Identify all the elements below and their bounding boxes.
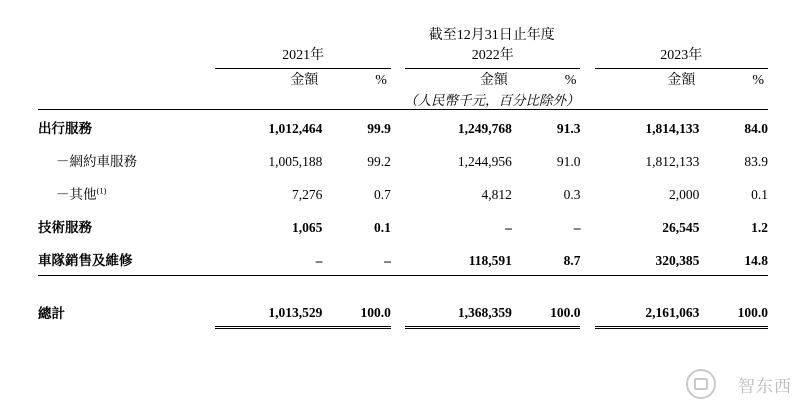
total-cell: 2,161,063 [595,290,700,327]
colhead-amount-2022: 金額 [479,73,508,88]
row-cell: – [215,242,322,276]
financial-table [38,24,768,329]
total-cell: 100.0 [512,290,581,327]
row-cell: 2,000 [669,187,700,202]
row-label: 車隊銷售及維修 [38,242,215,276]
row-label-text: －其他 [56,187,97,202]
row-gap [580,209,594,242]
row-cell: – [505,220,512,235]
watermark-text: 智东西 [738,377,792,397]
year-header-2023: 2023年 [595,44,768,69]
total-cell: 1,368,359 [405,290,512,327]
table-title: 截至12月31日止年度 [428,28,555,43]
row-cell: 1,814,133 [595,110,700,144]
row-gap [580,143,594,176]
unit-note-row [38,89,768,110]
row-cell: 0.1 [374,220,391,235]
row-cell: 1,812,133 [645,154,700,169]
row-cell: – [573,220,581,235]
row-cell: 91.3 [512,110,581,144]
row-footnote-marker: (1) [96,185,107,196]
colhead-amount-2023: 金額 [667,73,696,88]
row-cell: 320,385 [595,242,700,276]
table-row [38,143,768,176]
logo-icon [686,369,716,399]
row-gap [391,176,405,209]
row-gap [391,143,405,176]
row-cell: 14.8 [699,242,768,276]
row-cell: 99.9 [322,110,391,144]
row-label [38,176,215,209]
row-cell: 83.9 [744,154,768,169]
row-cell: 1.2 [751,220,768,235]
colhead-percent-2023: % [752,73,764,88]
row-cell: 7,276 [291,187,323,202]
colhead-spacer [38,69,215,90]
row-cell: 1,065 [291,220,323,235]
year-gap-1 [391,44,405,69]
spacer-cell [38,276,768,291]
row-gap [580,242,594,276]
table-row [38,209,768,242]
row-cell: – [322,242,391,276]
table-title-row [38,24,768,44]
row-cell: 0.1 [751,187,768,202]
row-gap [580,176,594,209]
table-row [38,110,768,144]
row-cell: 1,012,464 [215,110,322,144]
column-header-row [38,69,768,90]
total-cell: 100.0 [699,290,768,327]
table-row [38,176,768,209]
year-header-row [38,44,768,69]
colhead-amount-2021: 金額 [290,73,319,88]
row-gap [391,242,405,276]
row-gap [580,110,594,144]
unitnote-spacer [38,89,215,110]
year-gap-2 [580,44,594,69]
colhead-percent-2021: % [375,73,387,88]
row-gap [391,110,405,144]
row-cell: 1,249,768 [405,110,512,144]
row-cell: 0.3 [563,187,581,202]
title-spacer [38,24,215,44]
row-cell: 99.2 [367,154,391,169]
table-spacer-row [38,276,768,291]
row-cell: 4,812 [481,187,512,202]
row-cell: 118,591 [405,242,512,276]
row-label: 出行服務 [38,110,215,144]
year-header-2021: 2021年 [215,44,390,69]
year-row-spacer [38,44,215,69]
unit-note: （人民幣千元，百分比除外） [403,93,580,108]
row-cell: 1,244,956 [457,154,512,169]
table-row [38,242,768,276]
row-cell: 1,005,188 [268,154,323,169]
row-cell: 84.0 [699,110,768,144]
row-cell: 26,545 [662,220,700,235]
colhead-percent-2022: % [564,73,577,88]
year-header-2022: 2022年 [405,44,580,69]
row-cell: 91.0 [556,154,581,169]
total-label: 總計 [38,306,65,321]
total-gap [391,290,405,327]
row-label: －網約車服務 [56,154,137,169]
row-cell: 8.7 [512,242,581,276]
colhead-gap-1 [391,69,405,90]
colhead-gap-2 [580,69,594,90]
row-label: 技術服務 [38,220,92,235]
total-gap [580,290,594,327]
table-total-row [38,290,768,327]
total-cell: 100.0 [322,290,391,327]
total-cell: 1,013,529 [215,290,322,327]
row-cell: 0.7 [374,187,391,202]
row-gap [391,209,405,242]
